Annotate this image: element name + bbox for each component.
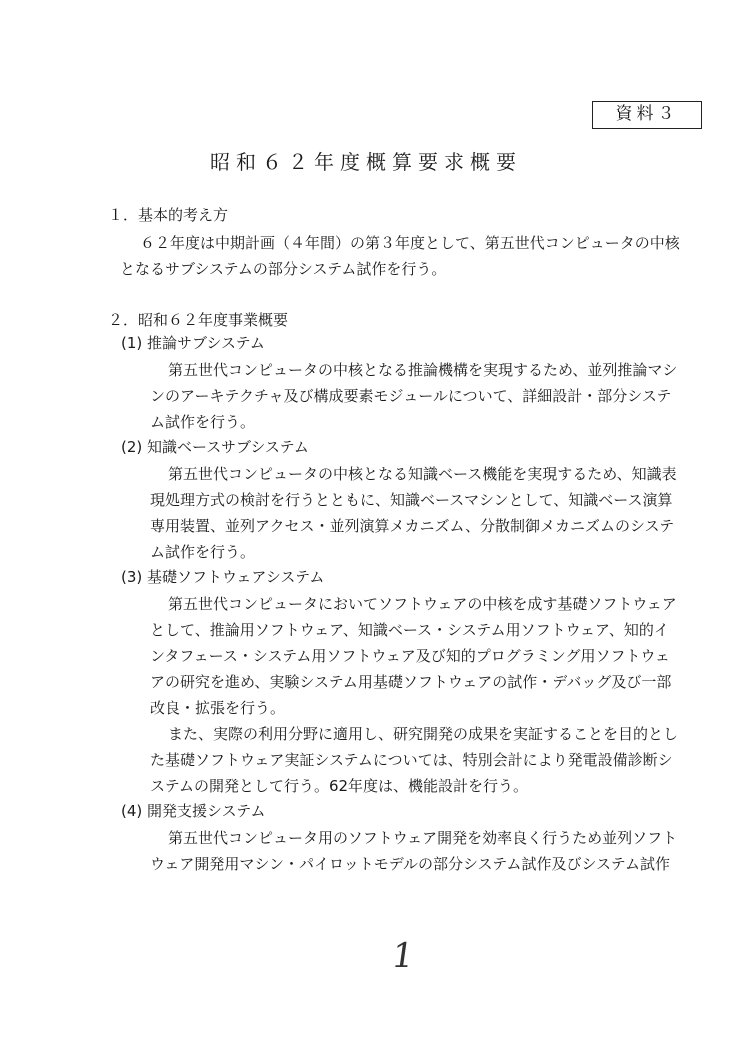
paragraph-line: 第五世代コンピュータの中核となる知識ベース機能を実現するため、知識表 xyxy=(168,465,677,483)
paragraph-line: ６２年度は中期計画（４年間）の第３年度として、第五世代コンピュータの中核 xyxy=(140,234,680,252)
paragraph-line: ム試作を行う。 xyxy=(150,543,256,561)
paragraph-line: 現処理方式の検討を行うとともに、知識ベースマシンとして、知識ベース演算 xyxy=(150,491,673,509)
section-heading: ２．昭和６２年度事業概要 xyxy=(108,311,289,329)
subsection-heading: (2) 知識ベースサブシステム xyxy=(121,438,309,456)
paragraph-line: 第五世代コンピュータ用のソフトウェア開発を効率良く行うため並列ソフト xyxy=(168,829,678,847)
paragraph-line: ンタフェース・システム用ソフトウェア及び知的プログラミング用ソフトウェ xyxy=(150,647,670,665)
paragraph-line: ウェア開発用マシン・パイロットモデルの部分システム試作及びシステム試作 xyxy=(150,855,670,873)
paragraph-line: 改良・拡張を行う。 xyxy=(150,699,286,717)
subsection-heading: (4) 開発支援システム xyxy=(121,802,266,820)
paragraph-line: た基礎ソフトウェア実証システムについては、特別会計により発電設備診断シ xyxy=(150,751,673,769)
subsection-heading: (1) 推論サブシステム xyxy=(121,334,265,352)
paragraph-line: ンのアーキテクチャ及び構成要素モジュールについて、詳細設計・部分システ xyxy=(150,387,672,405)
paragraph-line: となるサブシステムの部分システム試作を行う。 xyxy=(120,260,447,278)
paragraph-line: また、実際の利用分野に適用し、研究開発の成果を実証することを目的とし xyxy=(168,725,679,743)
document-title: 昭和６２年度概算要求概要 xyxy=(210,150,522,174)
document-label-box: 資料３ xyxy=(592,101,702,129)
paragraph-line: ステムの開発として行う。62年度は、機能設計を行う。 xyxy=(150,777,529,795)
paragraph-line: ム試作を行う。 xyxy=(150,413,256,431)
paragraph-line: として、推論用ソフトウェア、知識ベース・システム用ソフトウェア、知的イ xyxy=(150,621,669,639)
page-number: 1 xyxy=(389,936,417,976)
subsection-heading: (3) 基礎ソフトウェアシステム xyxy=(121,568,325,586)
paragraph-line: 専用装置、並列アクセス・並列演算メカニズム、分散制御メカニズムのシステ xyxy=(150,517,675,535)
paragraph-line: 第五世代コンピュータにおいてソフトウェアの中核を成す基礎ソフトウェア xyxy=(168,595,677,613)
section-heading: １．基本的考え方 xyxy=(108,206,229,224)
paragraph-line: アの研究を進め、実験システム用基礎ソフトウェアの試作・デバッグ及び一部 xyxy=(150,673,672,691)
paragraph-line: 第五世代コンピュータの中核となる推論機構を実現するため、並列推論マシ xyxy=(168,361,678,379)
